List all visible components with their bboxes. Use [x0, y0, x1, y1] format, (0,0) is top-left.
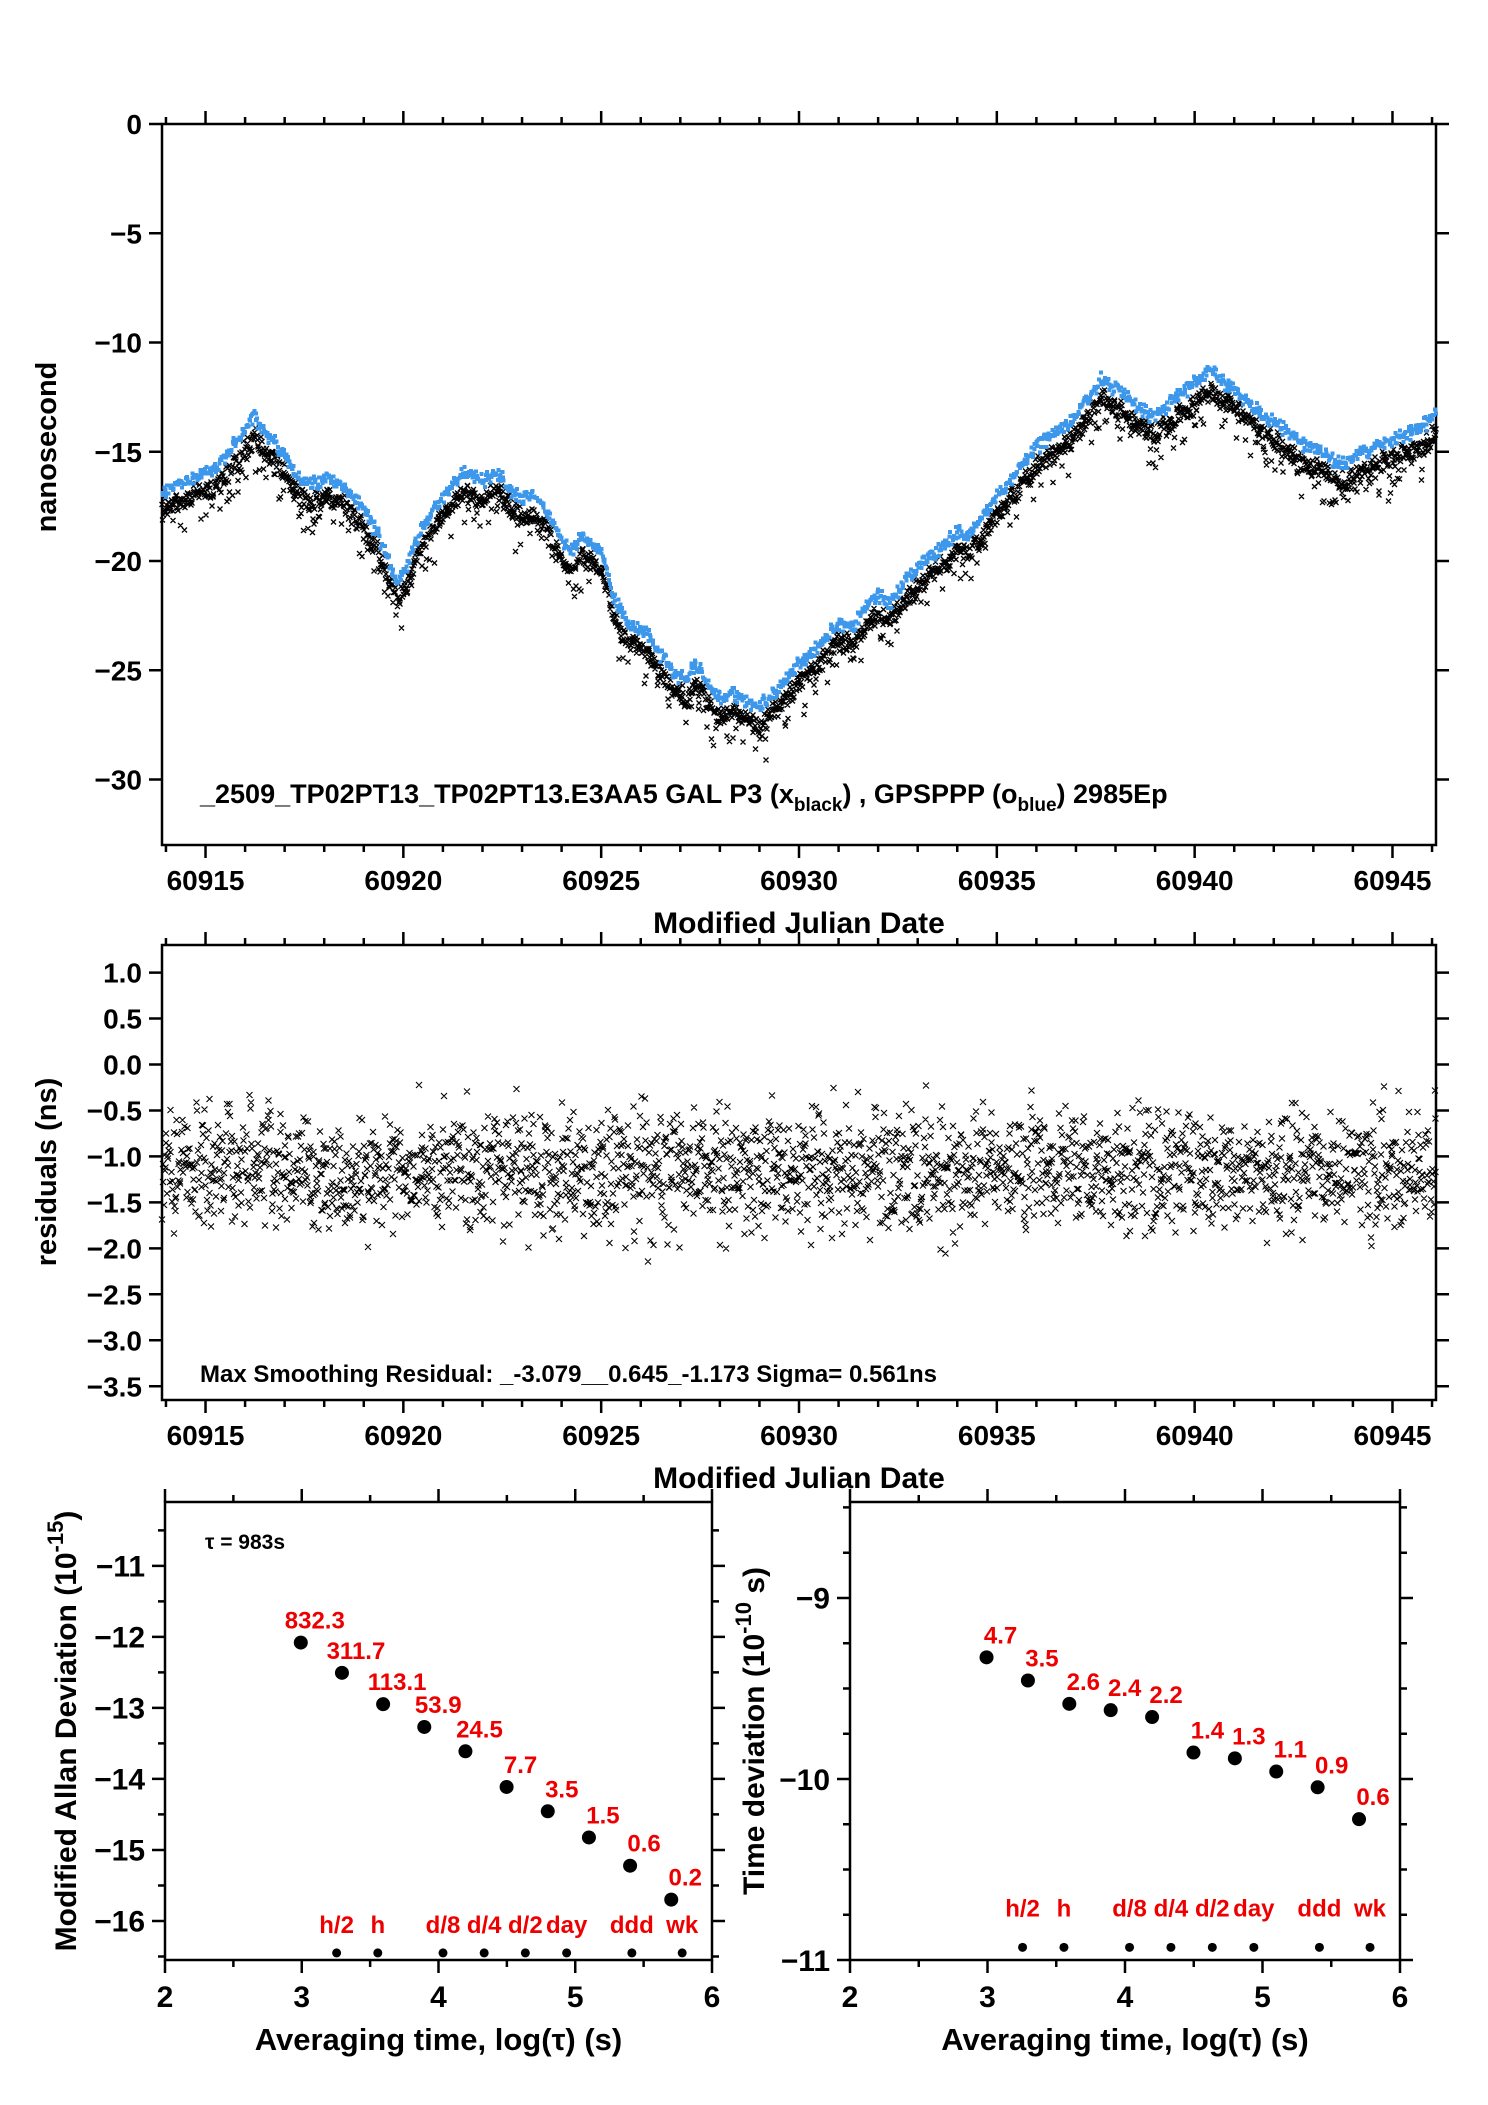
tau-label: d/2 [507, 1912, 543, 1940]
x-tick-label: 60915 [166, 1420, 245, 1451]
tau-dot [439, 1948, 448, 1957]
tau-annotation: τ = 983s [205, 1531, 286, 1554]
y-tick-label: −12 [94, 1621, 145, 1655]
y-tick-label: −25 [94, 655, 142, 687]
data-point [1269, 1765, 1283, 1779]
tau-label: wk [666, 1912, 699, 1940]
value-label: 113.1 [367, 1669, 427, 1697]
data-point [623, 1859, 637, 1873]
y-tick-label: −2.0 [86, 1233, 142, 1265]
y-tick-label: −2.5 [86, 1279, 142, 1311]
value-label: 1.4 [1190, 1717, 1225, 1745]
data-point [1352, 1812, 1366, 1826]
data-point [1062, 1697, 1076, 1711]
y-tick-label: −16 [94, 1905, 145, 1939]
x-tick-label: 60925 [562, 1420, 641, 1451]
tau-label: h/2 [319, 1912, 354, 1940]
value-label: 0.6 [1356, 1784, 1390, 1812]
x-axis-title: Modified Julian Date [653, 907, 945, 940]
value-label: 0.2 [668, 1864, 702, 1892]
y-tick-label: 0.0 [103, 1049, 142, 1081]
data-point [664, 1893, 678, 1907]
tau-label: d/2 [1194, 1895, 1230, 1923]
data-point [1228, 1751, 1242, 1765]
tau-label: day [1233, 1895, 1275, 1923]
data-point [335, 1666, 349, 1680]
y-axis-title: Time deviation ($10^{-10}$ s) [731, 1566, 771, 1896]
tau-dot [1018, 1943, 1027, 1952]
max-residual-annotation: Max Smoothing Residual: _-3.079__0.645_-1.173 Sigma= 0.561ns [200, 1361, 938, 1388]
x-tick-label: 60945 [1353, 1420, 1432, 1451]
tau-label: h [1056, 1895, 1072, 1923]
value-label: 24.5 [456, 1716, 503, 1744]
tau-label: d/8 [1112, 1895, 1147, 1923]
y-tick-label: −5 [110, 218, 142, 250]
residual-points [159, 1082, 1439, 1265]
tau-label: d/4 [1153, 1895, 1189, 1923]
y-tick-label: 0 [126, 109, 142, 141]
x-tick-label: 60930 [760, 1420, 838, 1451]
plot-frame [165, 1502, 712, 1960]
stability-points [285, 1608, 702, 1907]
x-tick-label: 6 [1391, 1981, 1409, 2014]
x-tick-label: 3 [293, 1981, 311, 2014]
x-tick-label: 60915 [166, 865, 245, 896]
y-tick-label: −11 [780, 1944, 830, 1978]
y-tick-label: −1.0 [86, 1141, 142, 1173]
series-title: _2509_TP02PT13_TP02PT13.E3AA5 GAL P3 $(x_{black})$ , GPSPPP $(o_{blue})$ 2985Ep [200, 779, 1168, 816]
tau-dot [521, 1948, 530, 1957]
tau-label: wk [1354, 1895, 1387, 1923]
tau-label: h [370, 1912, 386, 1940]
tau-dot [480, 1948, 489, 1957]
data-point [376, 1697, 390, 1711]
y-tick-label: −1.5 [86, 1187, 142, 1219]
tau-dot [332, 1948, 341, 1957]
data-point [1311, 1780, 1325, 1794]
value-label: 1.5 [586, 1802, 620, 1830]
x-tick-label: 60925 [562, 865, 641, 896]
x-tick-label: 60930 [760, 865, 838, 896]
tau-dot [1059, 1943, 1068, 1952]
y-axis-title: nanosecond [31, 361, 63, 533]
x-axis-title: Averaging time, log(τ) (s) [941, 2022, 1309, 2057]
value-label: 832.3 [284, 1607, 345, 1635]
y-tick-label: −14 [94, 1763, 145, 1797]
value-label: 2.2 [1149, 1682, 1183, 1710]
value-label: 4.7 [983, 1622, 1018, 1650]
data-point [1186, 1746, 1200, 1760]
x-tick-label: 5 [1254, 1981, 1271, 2014]
y-tick-label: −3.0 [86, 1325, 142, 1357]
x-tick-label: 2 [841, 1981, 859, 2014]
plot-frame [162, 124, 1436, 845]
value-label: 1.1 [1273, 1736, 1307, 1764]
value-label: 3.5 [545, 1776, 579, 1804]
x-tick-label: 60940 [1155, 865, 1234, 896]
y-axis-title: Modified Allan Deviation $(10^{-15})$ [43, 1510, 83, 1952]
tau-dot [1366, 1943, 1375, 1952]
y-tick-label: −10 [94, 327, 142, 359]
value-label: 2.6 [1066, 1668, 1100, 1696]
x-tick-label: 2 [156, 1981, 174, 2014]
value-label: 0.9 [1314, 1752, 1349, 1780]
series-GAL-P3 [160, 381, 1439, 763]
tau-label: h/2 [1005, 1895, 1040, 1923]
y-tick-label: −20 [94, 546, 142, 578]
value-label: 0.6 [627, 1830, 661, 1858]
tau-dot [1208, 1943, 1217, 1952]
x-tick-label: 60920 [364, 865, 443, 896]
x-tick-label: 60940 [1155, 1420, 1234, 1451]
data-point [1021, 1673, 1035, 1687]
tau-label: ddd [609, 1912, 654, 1940]
data-point [1145, 1710, 1159, 1724]
x-tick-label: 6 [703, 1981, 721, 2014]
tau-markers [319, 1912, 699, 1957]
value-label: 3.5 [1025, 1645, 1059, 1673]
value-label: 1.3 [1232, 1723, 1266, 1751]
tau-label: ddd [1297, 1895, 1342, 1923]
y-axis-title: residuals (ns) [31, 1077, 63, 1267]
value-label: 7.7 [503, 1751, 538, 1779]
data-point [980, 1650, 994, 1664]
axis-ticks [152, 1489, 725, 1973]
data-point [294, 1636, 308, 1650]
chart-residuals [31, 932, 1449, 1495]
y-tick-label: −15 [94, 1834, 145, 1868]
data-point [458, 1744, 472, 1758]
value-label: 53.9 [414, 1691, 462, 1719]
x-tick-label: 4 [430, 1981, 447, 2014]
tau-label: day [545, 1912, 588, 1940]
y-tick-label: −15 [94, 436, 142, 468]
y-tick-label: −3.5 [86, 1371, 142, 1403]
data-point [417, 1720, 431, 1734]
chart-tdev [731, 1489, 1413, 2057]
data-point [1104, 1703, 1118, 1717]
x-tick-label: 60945 [1353, 865, 1432, 896]
x-tick-label: 5 [566, 1981, 584, 2014]
x-axis-title: Modified Julian Date [653, 1462, 945, 1495]
y-tick-label: −30 [94, 764, 142, 796]
data-point [582, 1830, 596, 1844]
tau-dot [678, 1948, 687, 1957]
value-label: 2.4 [1108, 1675, 1142, 1703]
tau-label: d/4 [466, 1912, 502, 1940]
x-tick-label: 60935 [957, 1420, 1036, 1451]
y-tick-label: 0.5 [103, 1003, 142, 1035]
y-tick-label: −0.5 [86, 1095, 142, 1127]
tau-dot [562, 1948, 571, 1957]
x-tick-label: 60935 [957, 865, 1036, 896]
y-tick-label: −11 [95, 1550, 145, 1584]
tau-dot [1125, 1943, 1134, 1952]
y-tick-label: 1.0 [103, 957, 142, 989]
tau-markers [1005, 1896, 1386, 1952]
y-tick-label: −13 [94, 1692, 145, 1726]
tau-label: d/8 [425, 1912, 461, 1940]
value-label: 311.7 [326, 1637, 386, 1665]
data-point [541, 1804, 555, 1818]
plot-frame [850, 1502, 1400, 1960]
data-point [500, 1780, 514, 1794]
y-tick-label: −9 [795, 1582, 830, 1616]
y-tick-label: −10 [779, 1763, 830, 1797]
chart-mjd-timeseries [31, 109, 1449, 940]
x-tick-label: 3 [979, 1981, 996, 2014]
x-tick-label: 4 [1116, 1981, 1134, 2014]
tau-dot [1166, 1943, 1175, 1952]
x-tick-label: 60920 [364, 1420, 443, 1451]
stability-points [980, 1622, 1390, 1826]
tau-dot [1315, 1943, 1324, 1952]
tau-dot [373, 1948, 382, 1957]
x-axis-title: Averaging time, log(τ) (s) [254, 2022, 623, 2057]
tau-dot [627, 1948, 636, 1957]
chart-mdev [43, 1489, 725, 2057]
tau-dot [1249, 1943, 1258, 1952]
